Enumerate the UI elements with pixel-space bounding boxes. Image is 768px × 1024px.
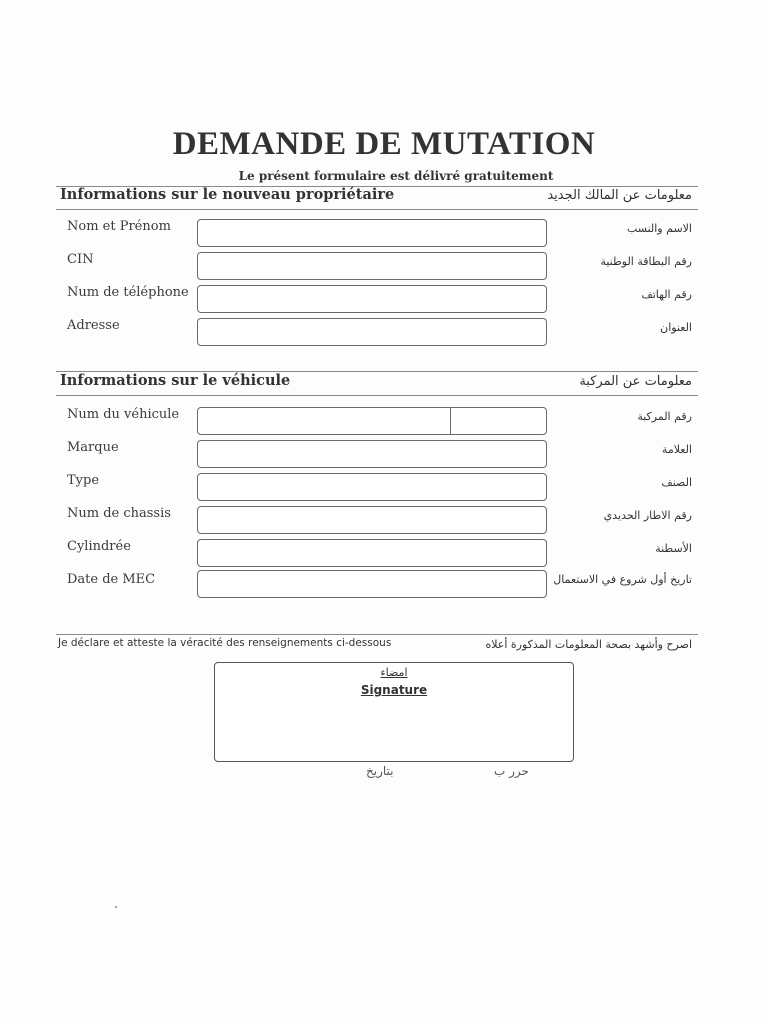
vehicle-cylinder-label: Cylindrée xyxy=(67,539,131,554)
signature-box[interactable] xyxy=(214,662,574,762)
owner-section-title-fr: Informations sur le nouveau propriétaire xyxy=(60,186,395,203)
owner-cin-label-ar: رقم البطاقة الوطنية xyxy=(600,255,692,268)
signature-label-ar: امضاء xyxy=(380,666,408,679)
footer-date-ar: بتاريخ xyxy=(366,764,394,778)
vehicle-type-label: Type xyxy=(67,473,100,488)
vehicle-number-label: Num du véhicule xyxy=(67,407,180,422)
page-subtitle: Le présent formulaire est délivré gratuitement xyxy=(238,169,554,183)
owner-phone-label: Num de téléphone xyxy=(67,285,189,300)
vehicle-chassis-field[interactable] xyxy=(197,506,547,534)
owner-phone-label-ar: رقم الهاتف xyxy=(641,288,692,301)
vehicle-section-title-ar: معلومات عن المركبة xyxy=(579,374,692,389)
vehicle-brand-label: Marque xyxy=(67,440,119,455)
vehicle-cylinder-label-ar: الأسطنة xyxy=(655,542,692,555)
owner-address-field[interactable] xyxy=(197,318,547,346)
owner-section-title-ar: معلومات عن المالك الجديد xyxy=(547,188,692,203)
owner-cin-field[interactable] xyxy=(197,252,547,280)
vehicle-number-label-ar: رقم المركبة xyxy=(637,410,692,423)
signature-label-fr: Signature xyxy=(360,683,428,697)
owner-name-label: Nom et Prénom xyxy=(67,219,171,234)
owner-phone-field[interactable] xyxy=(197,285,547,313)
vehicle-section-title-fr: Informations sur le véhicule xyxy=(60,372,291,389)
owner-name-label-ar: الاسم والنسب xyxy=(626,222,692,235)
page-title: DEMANDE DE MUTATION xyxy=(172,126,596,162)
vehicle-section-bottom-rule xyxy=(56,395,698,396)
vehicle-number-field[interactable] xyxy=(197,407,547,435)
vehicle-type-field[interactable] xyxy=(197,473,547,501)
footer-written-at-ar: حرر ب xyxy=(494,764,529,778)
vehicle-brand-field[interactable] xyxy=(197,440,547,468)
owner-section-bottom-rule xyxy=(56,209,698,210)
vehicle-brand-label-ar: العلامة xyxy=(661,443,692,456)
vehicle-chassis-label-ar: رقم الاطار الحديدي xyxy=(603,509,692,522)
vehicle-cylinder-field[interactable] xyxy=(197,539,547,567)
vehicle-number-divider xyxy=(450,408,451,434)
vehicle-chassis-label: Num de chassis xyxy=(67,506,171,521)
declaration-text-fr: Je déclare et atteste la véracité des renseignements ci-dessous xyxy=(58,637,392,649)
owner-name-field[interactable] xyxy=(197,219,547,247)
vehicle-mec-date-label-ar: تاريخ أول شروع في الاستعمال xyxy=(553,573,692,586)
declaration-rule xyxy=(56,634,698,635)
vehicle-type-label-ar: الصنف xyxy=(661,476,692,489)
owner-address-label-ar: العنوان xyxy=(660,321,692,334)
owner-cin-label: CIN xyxy=(67,252,94,267)
scan-speck xyxy=(115,906,117,908)
declaration-text-ar: اصرح وأشهد بصحة المعلومات المذكورة أعلاه xyxy=(485,638,692,651)
owner-address-label: Adresse xyxy=(67,318,120,333)
vehicle-mec-date-field[interactable] xyxy=(197,570,547,598)
vehicle-mec-date-label: Date de MEC xyxy=(67,572,156,587)
